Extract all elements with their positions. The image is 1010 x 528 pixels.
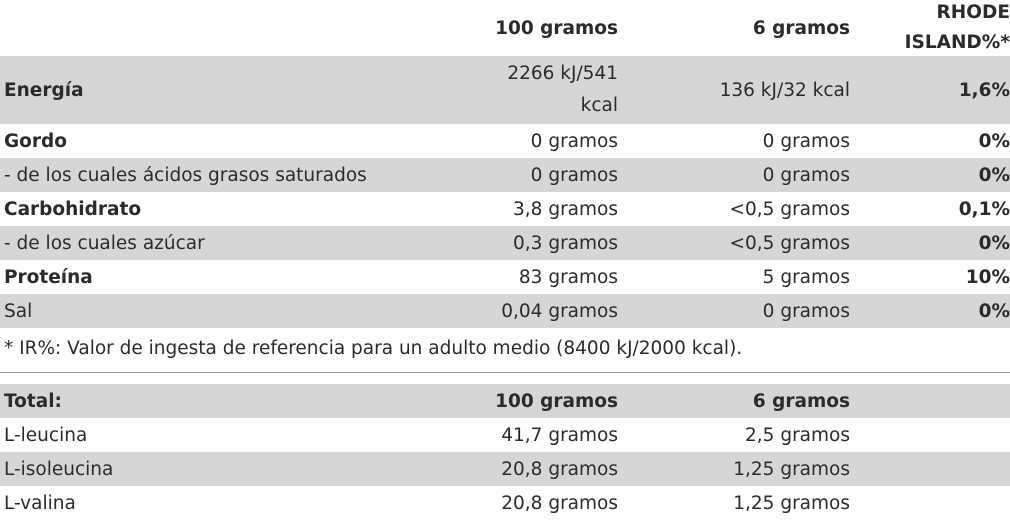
row-label: Gordo <box>4 130 67 152</box>
nutrition-row-sugar <box>0 226 1010 260</box>
row-value-ri: 0% <box>978 300 1010 322</box>
energy-100g-line2: kcal <box>580 95 618 116</box>
header-6g: 6 gramos <box>752 17 850 39</box>
energy-100g-line1: 2266 kJ/541 <box>507 63 618 84</box>
row-label: Carbohidrato <box>4 198 142 220</box>
row-value-6g: 136 kJ/32 kcal <box>719 79 850 101</box>
row-label: Energía <box>4 79 84 101</box>
amino-header-label: Total: <box>4 390 62 412</box>
header-100g: 100 gramos <box>495 17 618 39</box>
row-value-100g: 0,04 gramos <box>501 300 618 322</box>
header-ri-line1: RHODE <box>936 2 1010 23</box>
header-ri <box>850 0 1010 58</box>
row-label: L-leucina <box>4 424 88 446</box>
row-value-100g <box>430 58 618 122</box>
row-value-6g: 1,25 gramos <box>733 458 850 480</box>
row-value-ri: 10% <box>965 266 1010 288</box>
nutrition-table-header <box>0 0 1010 56</box>
row-value-100g: 41,7 gramos <box>501 424 618 446</box>
row-value-6g: <0,5 gramos <box>729 232 850 254</box>
row-value-ri: 0% <box>978 130 1010 152</box>
nutrition-row-saturated-fat <box>0 158 1010 192</box>
row-label: Proteína <box>4 266 93 288</box>
nutrition-row-carbohydrate <box>0 192 1010 226</box>
section-divider <box>0 372 1010 373</box>
nutrition-row-energy <box>0 56 1010 124</box>
row-value-100g: 3,8 gramos <box>513 198 618 220</box>
nutrition-row-fat <box>0 124 1010 158</box>
row-value-6g: 2,5 gramos <box>745 424 850 446</box>
amino-header-6g: 6 gramos <box>752 390 850 412</box>
reference-intake-footnote: * IR%: Valor de ingesta de referencia para un adulto medio (8400 kJ/2000 kcal). <box>4 337 743 359</box>
row-label: L-valina <box>4 492 76 514</box>
row-value-6g: 0 gramos <box>762 164 850 186</box>
row-value-6g: <0,5 gramos <box>729 198 850 220</box>
amino-table-header <box>0 384 1010 418</box>
row-value-ri: 0% <box>978 164 1010 186</box>
row-value-ri: 0,1% <box>958 198 1010 220</box>
row-value-100g: 0,3 gramos <box>513 232 618 254</box>
row-label: - de los cuales ácidos grasos saturados <box>4 164 367 186</box>
row-value-ri: 0% <box>978 232 1010 254</box>
row-value-100g: 20,8 gramos <box>501 458 618 480</box>
row-value-100g: 20,8 gramos <box>501 492 618 514</box>
row-label: - de los cuales azúcar <box>4 232 205 254</box>
row-value-100g: 0 gramos <box>530 130 618 152</box>
nutrition-row-protein <box>0 260 1010 294</box>
amino-row-leucine <box>0 418 1010 452</box>
row-value-6g: 0 gramos <box>762 130 850 152</box>
row-label: L-isoleucina <box>4 458 114 480</box>
row-value-100g: 0 gramos <box>530 164 618 186</box>
row-value-ri: 1,6% <box>958 79 1010 101</box>
amino-row-valine <box>0 486 1010 520</box>
amino-row-isoleucine <box>0 452 1010 486</box>
row-value-6g: 5 gramos <box>762 266 850 288</box>
row-value-6g: 0 gramos <box>762 300 850 322</box>
nutrition-row-salt <box>0 294 1010 328</box>
header-ri-line2: ISLAND%* <box>904 32 1010 53</box>
row-value-6g: 1,25 gramos <box>733 492 850 514</box>
row-value-100g: 83 gramos <box>518 266 618 288</box>
row-label: Sal <box>4 300 33 322</box>
amino-header-100g: 100 gramos <box>495 390 618 412</box>
